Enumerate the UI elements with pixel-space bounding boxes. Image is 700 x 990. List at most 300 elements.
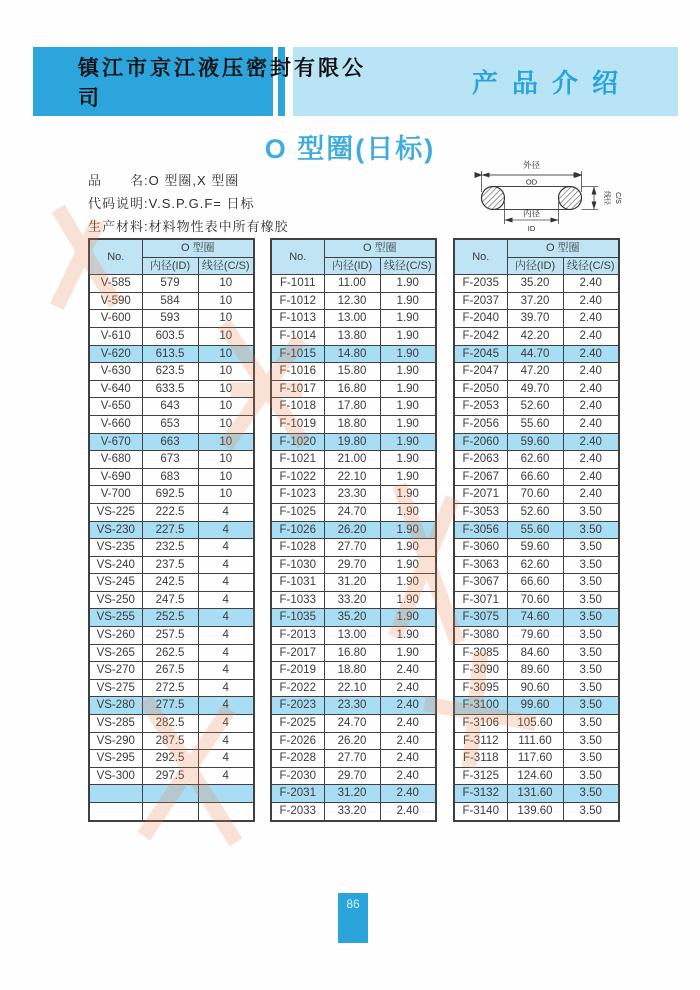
table-row [89,662,254,680]
cell-model-no: F-3132 [454,785,507,803]
cell-inner-diameter: 62.60 [507,451,563,469]
table-row [89,574,254,592]
table-row [271,767,436,785]
cell-cross-section: 2.40 [563,327,619,345]
cell-cross-section: 1.90 [380,292,436,310]
table-row [454,539,619,557]
cell-cross-section: 3.50 [563,627,619,645]
table-row [271,310,436,328]
diagram-od-cn-label: 外径 [522,160,541,170]
cell-inner-diameter: 27.70 [324,750,380,768]
cell-inner-diameter: 89.60 [507,662,563,680]
table-row [89,539,254,557]
cell-cross-section: 4 [198,556,254,574]
cell-model-no: F-1033 [271,591,324,609]
table-row [454,750,619,768]
cell-cross-section [198,785,254,803]
cell-model-no: V-640 [89,380,142,398]
cell-model-no: F-3067 [454,574,507,592]
cell-inner-diameter: 23.30 [324,697,380,715]
table-row [271,275,436,293]
section-title: 产品介绍 [471,68,632,98]
table-row [271,679,436,697]
cell-inner-diameter: 16.80 [324,380,380,398]
cell-cross-section: 1.90 [380,327,436,345]
cell-cross-section: 4 [198,715,254,733]
cell-model-no: F-3060 [454,539,507,557]
cell-cross-section: 1.90 [380,539,436,557]
cell-model-no: F-1022 [271,468,324,486]
cell-inner-diameter: 252.5 [142,609,198,627]
cell-inner-diameter: 42.20 [507,327,563,345]
table-row [271,327,436,345]
cell-model-no: V-700 [89,486,142,504]
cell-model-no: F-1019 [271,415,324,433]
cell-inner-diameter: 643 [142,398,198,416]
cell-model-no: F-2022 [271,679,324,697]
oring-spec-table [453,238,620,822]
cell-cross-section: 4 [198,627,254,645]
cell-cross-section: 1.90 [380,310,436,328]
cell-model-no: F-2060 [454,433,507,451]
cell-inner-diameter: 27.70 [324,539,380,557]
table-row [89,750,254,768]
cell-cross-section [198,803,254,821]
cell-model-no: F-2017 [271,644,324,662]
table-row [454,715,619,733]
table-row [89,415,254,433]
cell-cross-section: 4 [198,662,254,680]
cell-cross-section: 2.40 [563,468,619,486]
cell-inner-diameter: 593 [142,310,198,328]
cell-cross-section: 2.40 [563,310,619,328]
table-row [271,468,436,486]
cell-cross-section: 2.40 [380,803,436,821]
cell-cross-section: 4 [198,609,254,627]
cell-inner-diameter: 66.60 [507,574,563,592]
cell-cross-section: 3.50 [563,574,619,592]
cell-model-no: VS-280 [89,697,142,715]
cell-cross-section: 1.90 [380,574,436,592]
table-row [89,292,254,310]
table-row [454,574,619,592]
cell-cross-section: 4 [198,750,254,768]
cell-model-no: F-2028 [271,750,324,768]
cell-cross-section: 2.40 [380,662,436,680]
cell-inner-diameter: 603.5 [142,327,198,345]
cell-model-no: V-690 [89,468,142,486]
table-row [89,785,254,803]
cell-inner-diameter: 227.5 [142,521,198,539]
col-header-cs: 线径(C/S) [198,257,254,275]
cell-cross-section: 3.50 [563,662,619,680]
table-row [89,644,254,662]
cell-model-no: F-3100 [454,697,507,715]
cell-model-no: VS-250 [89,591,142,609]
cell-cross-section: 1.90 [380,591,436,609]
cell-cross-section: 10 [198,486,254,504]
col-header-id: 内径(ID) [142,257,198,275]
table-row [454,275,619,293]
cell-inner-diameter: 232.5 [142,539,198,557]
table-row [454,521,619,539]
cell-inner-diameter: 18.80 [324,415,380,433]
oring-section-right [559,187,582,210]
cell-model-no: V-680 [89,451,142,469]
cell-cross-section: 2.40 [563,292,619,310]
diagram-id-cn-label: 内径 [522,208,541,219]
cell-inner-diameter: 257.5 [142,627,198,645]
table-row [89,803,254,821]
cell-model-no: F-1013 [271,310,324,328]
cell-inner-diameter: 74.60 [507,609,563,627]
cell-cross-section: 4 [198,732,254,750]
cell-inner-diameter: 49.70 [507,380,563,398]
table-row [454,785,619,803]
cell-inner-diameter: 17.80 [324,398,380,416]
table-row [89,451,254,469]
cell-cross-section: 3.50 [563,803,619,821]
cell-inner-diameter: 11.00 [324,275,380,293]
cell-cross-section: 1.90 [380,503,436,521]
cell-inner-diameter: 24.70 [324,503,380,521]
cell-cross-section: 10 [198,275,254,293]
cell-model-no [89,785,142,803]
cell-inner-diameter: 131.60 [507,785,563,803]
cell-inner-diameter: 579 [142,275,198,293]
col-header-id: 内径(ID) [507,257,563,275]
table-row [89,380,254,398]
cell-inner-diameter: 52.60 [507,398,563,416]
cell-inner-diameter: 22.10 [324,468,380,486]
cell-inner-diameter: 277.5 [142,697,198,715]
cell-inner-diameter: 55.60 [507,521,563,539]
cell-cross-section: 1.90 [380,380,436,398]
cell-cross-section: 2.40 [563,275,619,293]
cell-inner-diameter: 124.60 [507,767,563,785]
cell-model-no: F-2031 [271,785,324,803]
cell-cross-section: 3.50 [563,556,619,574]
col-header-no: No. [454,239,507,275]
cell-inner-diameter: 33.20 [324,591,380,609]
table-row [271,697,436,715]
cell-inner-diameter: 16.80 [324,644,380,662]
cell-inner-diameter: 12.30 [324,292,380,310]
cell-inner-diameter [142,785,198,803]
cell-inner-diameter: 31.20 [324,785,380,803]
table-row [271,574,436,592]
table-row [271,486,436,504]
cell-inner-diameter: 23.30 [324,486,380,504]
cell-model-no: VS-260 [89,627,142,645]
cell-cross-section: 4 [198,521,254,539]
cell-cross-section: 2.40 [563,415,619,433]
cell-inner-diameter: 13.80 [324,327,380,345]
table-row [454,310,619,328]
cell-model-no: F-3106 [454,715,507,733]
table-row [89,468,254,486]
table-row [454,503,619,521]
cell-cross-section: 2.40 [380,715,436,733]
cell-model-no: F-1035 [271,609,324,627]
cell-model-no: F-3085 [454,644,507,662]
cell-model-no: F-2037 [454,292,507,310]
cell-inner-diameter: 117.60 [507,750,563,768]
cell-inner-diameter: 21.00 [324,451,380,469]
cell-model-no: VS-240 [89,556,142,574]
cell-model-no: F-2019 [271,662,324,680]
cell-model-no: F-1015 [271,345,324,363]
cell-inner-diameter: 79.60 [507,627,563,645]
cell-model-no: VS-275 [89,679,142,697]
cell-model-no: F-3090 [454,662,507,680]
cell-inner-diameter: 15.80 [324,363,380,381]
info-line-code-description: 代码说明:V.S.P.G.F= 日标 [88,196,255,211]
cell-cross-section: 2.40 [563,345,619,363]
cell-inner-diameter: 24.70 [324,715,380,733]
table-row [271,451,436,469]
cell-cross-section: 2.40 [563,363,619,381]
cell-inner-diameter: 62.60 [507,556,563,574]
cell-cross-section: 3.50 [563,767,619,785]
cell-cross-section: 2.40 [380,767,436,785]
cell-cross-section: 1.90 [380,627,436,645]
cell-inner-diameter: 139.60 [507,803,563,821]
cell-cross-section: 1.90 [380,468,436,486]
cell-model-no: F-1018 [271,398,324,416]
cell-inner-diameter: 105.60 [507,715,563,733]
cell-inner-diameter: 272.5 [142,679,198,697]
cell-inner-diameter: 247.5 [142,591,198,609]
cell-model-no: F-1021 [271,451,324,469]
cell-model-no: F-1023 [271,486,324,504]
cell-inner-diameter: 22.10 [324,679,380,697]
cell-model-no: F-1030 [271,556,324,574]
cell-model-no: F-2056 [454,415,507,433]
cell-cross-section: 10 [198,415,254,433]
page-number-badge [338,893,368,943]
cell-inner-diameter: 13.00 [324,627,380,645]
cell-model-no: F-2045 [454,345,507,363]
cell-model-no: VS-290 [89,732,142,750]
cell-model-no: F-2040 [454,310,507,328]
table-row [454,556,619,574]
cell-cross-section: 10 [198,345,254,363]
table-row [89,609,254,627]
cell-inner-diameter: 84.60 [507,644,563,662]
cell-model-no: F-1012 [271,292,324,310]
cell-inner-diameter: 292.5 [142,750,198,768]
cell-cross-section: 1.90 [380,486,436,504]
cell-inner-diameter: 282.5 [142,715,198,733]
table-row [271,415,436,433]
cell-cross-section: 3.50 [563,609,619,627]
cell-cross-section: 2.40 [563,398,619,416]
table-row [89,556,254,574]
table-row [89,521,254,539]
cell-model-no: F-2063 [454,451,507,469]
spec-table-right [453,238,620,822]
cell-cross-section: 1.90 [380,398,436,416]
cell-model-no: VS-245 [89,574,142,592]
col-header-group: O 型圈 [142,239,254,257]
cell-inner-diameter: 35.20 [324,609,380,627]
diagram-id-en-label: ID [527,224,536,233]
cell-inner-diameter: 59.60 [507,539,563,557]
cell-inner-diameter: 692.5 [142,486,198,504]
table-row [454,627,619,645]
cell-cross-section: 1.90 [380,521,436,539]
cell-inner-diameter: 673 [142,451,198,469]
table-row [271,380,436,398]
cell-cross-section: 1.90 [380,415,436,433]
cell-inner-diameter: 59.60 [507,433,563,451]
cell-model-no: VS-225 [89,503,142,521]
cell-inner-diameter: 267.5 [142,662,198,680]
cell-inner-diameter: 99.60 [507,697,563,715]
cell-cross-section: 3.50 [563,785,619,803]
table-row [271,732,436,750]
cell-cross-section: 10 [198,310,254,328]
cell-cross-section: 3.50 [563,679,619,697]
cell-inner-diameter: 653 [142,415,198,433]
info-line-product-name: 品 名:O 型圈,X 型圈 [88,173,240,188]
table-row [89,398,254,416]
table-row [454,433,619,451]
cell-model-no: V-660 [89,415,142,433]
cell-model-no: F-1026 [271,521,324,539]
cell-model-no: V-650 [89,398,142,416]
cell-cross-section: 4 [198,503,254,521]
cell-cross-section: 2.40 [563,451,619,469]
table-row [271,503,436,521]
cell-inner-diameter: 297.5 [142,767,198,785]
table-row [454,363,619,381]
cell-model-no: F-2042 [454,327,507,345]
diagram-cs-en-label: C/S [614,192,621,204]
cell-inner-diameter: 29.70 [324,767,380,785]
table-row [271,433,436,451]
cell-inner-diameter: 18.80 [324,662,380,680]
table-row [89,345,254,363]
table-row [454,486,619,504]
table-row [454,662,619,680]
cell-cross-section: 1.90 [380,433,436,451]
cell-cross-section: 3.50 [563,715,619,733]
cell-cross-section: 10 [198,363,254,381]
cell-inner-diameter: 37.20 [507,292,563,310]
cell-inner-diameter [142,803,198,821]
col-header-no: No. [271,239,324,275]
cell-model-no: F-3053 [454,503,507,521]
table-row [271,627,436,645]
cell-inner-diameter: 35.20 [507,275,563,293]
cell-cross-section: 10 [198,468,254,486]
cell-cross-section: 10 [198,398,254,416]
cell-inner-diameter: 623.5 [142,363,198,381]
cell-model-no: VS-300 [89,767,142,785]
cell-inner-diameter: 33.20 [324,803,380,821]
col-header-cs: 线径(C/S) [563,257,619,275]
table-row [89,591,254,609]
cell-model-no: F-1014 [271,327,324,345]
cell-cross-section: 3.50 [563,732,619,750]
cell-model-no [89,803,142,821]
cell-model-no: F-3080 [454,627,507,645]
table-row [271,521,436,539]
table-row [271,803,436,821]
cell-cross-section: 3.50 [563,591,619,609]
table-row [89,679,254,697]
cell-cross-section: 2.40 [380,679,436,697]
table-row [271,539,436,557]
cell-cross-section: 1.90 [380,609,436,627]
diagram-od-en-label: OD [525,177,538,187]
cell-model-no: F-3140 [454,803,507,821]
table-row [454,697,619,715]
cell-model-no: F-2030 [271,767,324,785]
cell-cross-section: 10 [198,327,254,345]
cell-inner-diameter: 55.60 [507,415,563,433]
cell-cross-section: 3.50 [563,644,619,662]
table-row [89,327,254,345]
oring-spec-table [88,238,255,822]
cell-cross-section: 1.90 [380,275,436,293]
cell-model-no: F-2033 [271,803,324,821]
table-row [89,697,254,715]
table-row [454,591,619,609]
cell-model-no: F-3118 [454,750,507,768]
table-row [271,662,436,680]
cell-cross-section: 2.40 [380,785,436,803]
cell-model-no: F-2023 [271,697,324,715]
cell-inner-diameter: 633.5 [142,380,198,398]
col-header-no: No. [89,239,142,275]
cell-cross-section: 3.50 [563,750,619,768]
cell-model-no: F-3125 [454,767,507,785]
cell-inner-diameter: 70.60 [507,591,563,609]
cell-model-no: VS-270 [89,662,142,680]
cell-inner-diameter: 237.5 [142,556,198,574]
cell-cross-section: 4 [198,767,254,785]
cell-cross-section: 3.50 [563,521,619,539]
cell-model-no: F-1031 [271,574,324,592]
cell-model-no: F-1025 [271,503,324,521]
col-header-id: 内径(ID) [324,257,380,275]
col-header-group: O 型圈 [324,239,436,257]
table-row [89,433,254,451]
table-row [271,750,436,768]
cell-model-no: F-3071 [454,591,507,609]
cell-inner-diameter: 683 [142,468,198,486]
table-row [89,715,254,733]
cell-inner-diameter: 14.80 [324,345,380,363]
table-row [454,767,619,785]
table-row [89,310,254,328]
table-row [454,380,619,398]
cell-inner-diameter: 613.5 [142,345,198,363]
oring-section-left [482,187,505,210]
cell-inner-diameter: 26.20 [324,732,380,750]
spec-table-middle [270,238,437,822]
cell-cross-section: 1.90 [380,556,436,574]
col-header-cs: 线径(C/S) [380,257,436,275]
cell-model-no: VS-255 [89,609,142,627]
cell-cross-section: 1.90 [380,363,436,381]
cell-model-no: VS-295 [89,750,142,768]
table-row [271,591,436,609]
cell-model-no: F-1016 [271,363,324,381]
